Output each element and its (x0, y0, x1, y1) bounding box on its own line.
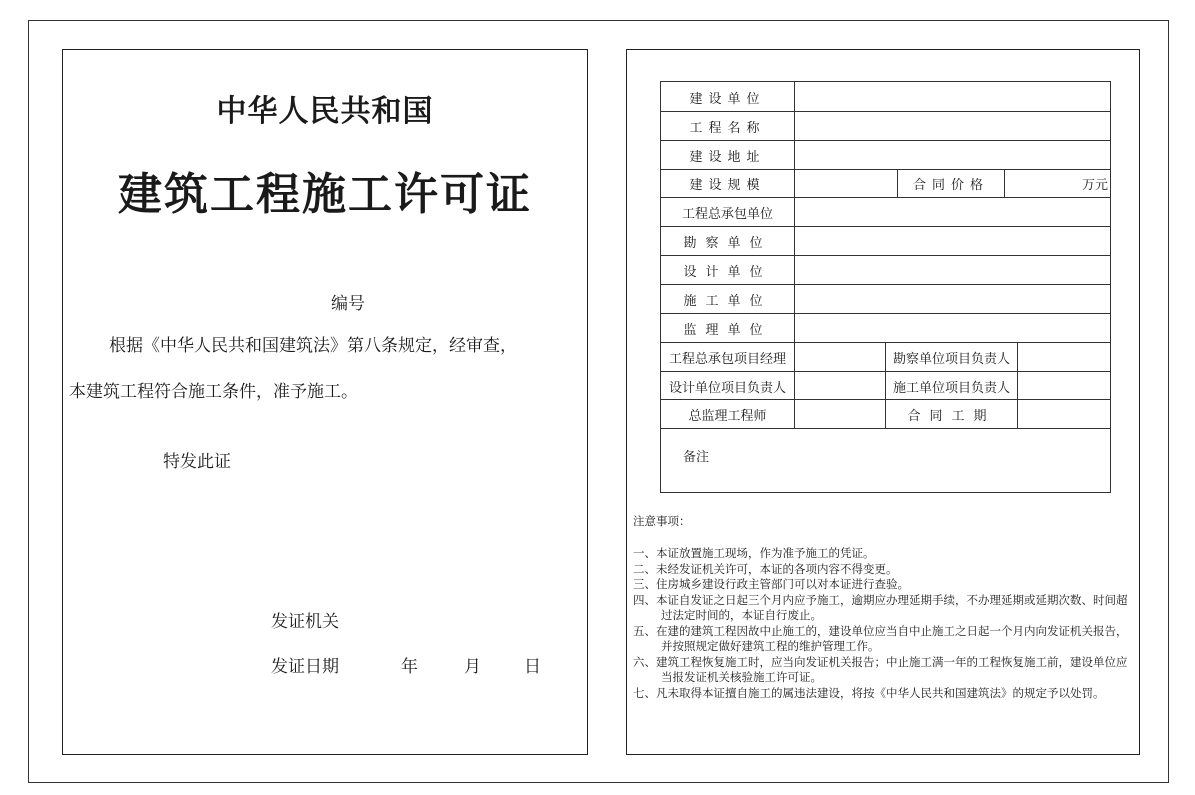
note-item: 三、住房城乡建设行政主管部门可以对本证进行查验。 (633, 577, 909, 591)
permit-cover-page (62, 49, 588, 755)
number-label: 编号 (331, 294, 365, 314)
label-remarks: 备注 (683, 450, 710, 465)
label-construction-scale: 建设规模 (689, 178, 766, 193)
day-label: 日 (524, 657, 541, 677)
label-construction-leader: 施工单位项目负责人 (892, 381, 1010, 396)
project-info-table (660, 81, 1111, 493)
label-survey-leader: 勘察单位项目负责人 (892, 352, 1010, 367)
issuing-authority-label: 发证机关 (271, 612, 339, 632)
permit-title: 建筑工程施工许可证 (118, 169, 532, 220)
note-item: 一、本证放置施工现场，作为准予施工的凭证。 (633, 546, 875, 560)
label-design-leader: 设计单位项目负责人 (668, 381, 786, 396)
issue-date-label: 发证日期 (271, 657, 339, 677)
label-chief-supervisor: 总监理工程师 (688, 409, 767, 424)
notes-title: 注意事项： (633, 514, 691, 528)
label-construction-address: 建设地址 (689, 150, 766, 165)
note-item: 六、建筑工程恢复施工时，应当向发证机关报告；中止施工满一年的工程恢复施工前，建设单位应当报发证机关核验施工许可证。 (633, 654, 1128, 684)
note-item: 七、凡未取得本证擅自施工的属违法建设，将按《中华人民共和国建筑法》的规定予以处罚。 (633, 685, 1105, 700)
permit-detail-page (626, 49, 1140, 755)
statement-line-2: 本建筑工程符合施工条件，准予施工。 (69, 382, 358, 402)
label-construction-company: 施工单位 (683, 294, 772, 309)
label-survey-unit: 勘察单位 (683, 236, 772, 251)
statement-line-1: 根据《中华人民共和国建筑法》第八条规定，经审查， (109, 336, 517, 356)
label-general-contractor: 工程总承包单位 (681, 207, 773, 222)
issuance-statement: 特发此证 (163, 452, 231, 472)
label-gc-project-manager: 工程总承包项目经理 (668, 352, 786, 367)
note-item: 五、在建的建筑工程因故中止施工的，建设单位应当自中止施工之日起一个月内向发证机关报告，并按照规定做好建筑工程的维护管理工作。 (633, 623, 1128, 653)
month-label: 月 (464, 657, 481, 677)
price-unit: 万元 (1081, 178, 1108, 193)
label-contract-period: 合同工期 (907, 409, 996, 424)
label-design-unit: 设计单位 (683, 265, 772, 280)
label-contract-price: 合同价格 (912, 178, 989, 193)
notes-list (633, 546, 1133, 701)
label-construction-unit: 建设单位 (689, 92, 766, 107)
note-item: 四、本证自发证之日起三个月内应予施工，逾期应办理延期手续，不办理延期或延期次数、时间超过法定时间的，本证自行废止。 (633, 592, 1128, 622)
label-project-name: 工程名称 (689, 121, 766, 136)
country-title: 中华人民共和国 (216, 94, 434, 129)
note-item: 二、未经发证机关许可，本证的各项内容不得变更。 (633, 561, 898, 576)
label-supervision-unit: 监理单位 (683, 323, 772, 338)
year-label: 年 (401, 657, 418, 677)
